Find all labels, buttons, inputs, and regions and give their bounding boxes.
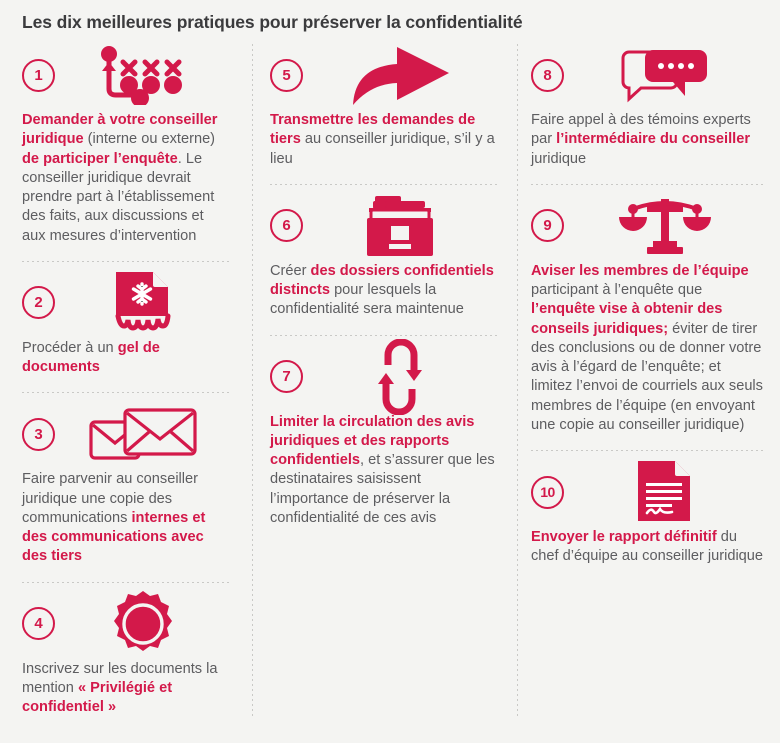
plain-text: participant à l’enquête que [531, 282, 703, 298]
highlight-text: de participer l’enquête [22, 150, 178, 167]
step-number-badge: 9 [531, 209, 564, 242]
item-header [22, 403, 230, 465]
item-description [22, 660, 230, 718]
column-2 [252, 44, 517, 554]
plain-text: (interne ou externe) [83, 131, 216, 148]
item-divider [22, 392, 230, 393]
page-title: Les dix meilleures pratiques pour préserver la confidentialité [22, 12, 523, 32]
item-divider [531, 450, 766, 451]
item-header [531, 44, 766, 106]
highlight-text: Demander à votre conseiller juridique [22, 112, 218, 148]
scales-of-justice-icon [564, 195, 766, 257]
item-description [22, 339, 230, 378]
step-number-badge: 7 [270, 360, 303, 393]
plain-text: Créer [270, 262, 311, 279]
item-divider [270, 184, 497, 185]
highlight-text: l’enquête vise à obtenir des conseils juridiques; [531, 301, 723, 337]
plain-text: Procéder à un [22, 339, 118, 356]
step-number-badge: 5 [270, 59, 303, 92]
frozen-document-icon [55, 272, 230, 334]
plain-text: Inscrivez sur les documents la mention [22, 660, 218, 696]
item-header [22, 593, 230, 655]
columns-container [0, 44, 780, 743]
highlight-text: Limiter la circulation des avis juridiques et des rapports confidentiels [270, 413, 475, 468]
column-3 [517, 44, 780, 593]
item-header [531, 195, 766, 257]
circulation-loop-icon [303, 346, 497, 408]
highlight-text: l’intermédiaire du conseiller [556, 131, 750, 148]
plain-text: pour lesquels la confidentialité sera maintenue [270, 282, 464, 318]
practice-item-1 [22, 44, 230, 246]
envelopes-icon [55, 403, 230, 465]
practice-item-2 [22, 272, 230, 378]
item-divider [270, 335, 497, 336]
item-divider [22, 732, 230, 733]
step-number-badge: 3 [22, 418, 55, 451]
plain-text: Faire parvenir au conseiller juridique une copie des communications [22, 471, 199, 526]
speech-bubbles-icon [564, 44, 766, 106]
practice-item-5 [270, 44, 497, 169]
item-divider [531, 184, 766, 185]
item-divider [270, 543, 497, 544]
step-number-badge: 6 [270, 209, 303, 242]
item-divider [531, 582, 766, 583]
item-header [270, 346, 497, 408]
item-description [531, 262, 766, 435]
file-box-icon [303, 195, 497, 257]
highlight-text: internes et des communications avec des tiers [22, 509, 206, 565]
highlight-text: Envoyer le rapport définitif [531, 529, 717, 545]
item-header [270, 44, 497, 106]
step-number-badge: 4 [22, 607, 55, 640]
item-header [22, 272, 230, 334]
item-divider [22, 582, 230, 583]
practice-item-3 [22, 403, 230, 566]
plain-text: juridique [531, 150, 587, 167]
item-description [22, 111, 230, 246]
signed-report-icon [564, 461, 766, 523]
item-description [531, 111, 766, 169]
item-divider [22, 261, 230, 262]
practice-item-10 [531, 461, 766, 567]
plain-text: au conseiller juridique, s’il y a lieu [270, 131, 495, 167]
forward-arrow-icon [303, 44, 497, 106]
practice-item-6 [270, 195, 497, 320]
wax-seal-icon [55, 593, 230, 655]
practice-item-4 [22, 593, 230, 718]
highlight-text: Aviser les membres de l’équipe [531, 262, 749, 279]
highlight-text: « Privilégié et confidentiel » [22, 679, 173, 715]
plain-text: , et s’assurer que les destinataires saisissent l’importance de préserver la confidentialité de ces avis [270, 452, 495, 526]
strategy-playbook-icon [55, 44, 230, 106]
step-number-badge: 8 [531, 59, 564, 92]
item-description [531, 528, 766, 567]
column-1 [0, 44, 252, 743]
practice-item-9 [531, 195, 766, 435]
item-header [531, 461, 766, 523]
item-description [270, 262, 497, 320]
item-header [270, 195, 497, 257]
step-number-badge: 1 [22, 59, 55, 92]
practice-item-8 [531, 44, 766, 169]
step-number-badge: 2 [22, 286, 55, 319]
plain-text: éviter de tirer des conclusions ou de donner votre avis à l’égard de l’enquête; et limitez l’envoi de courriels aux seuls membres de l’équipe (en envoyant une copie au conseiller juridique) [531, 320, 763, 433]
step-number-badge: 10 [531, 476, 564, 509]
highlight-text: gel de documents [22, 339, 160, 375]
item-description [22, 470, 230, 566]
item-header [22, 44, 230, 106]
plain-text: Faire appel à des témoins experts par [531, 112, 751, 148]
practice-item-7 [270, 346, 497, 529]
highlight-text: Transmettre les demandes de tiers [270, 112, 476, 148]
highlight-text: des dossiers confidentiels distincts [270, 262, 494, 298]
item-description [270, 413, 497, 529]
item-description [270, 111, 497, 169]
plain-text: . Le conseiller juridique devrait prendre part à l’établissement des faits, aux discussions et aux mesures d’intervention [22, 150, 215, 244]
plain-text: du chef d’équipe au conseiller juridique [531, 529, 764, 565]
